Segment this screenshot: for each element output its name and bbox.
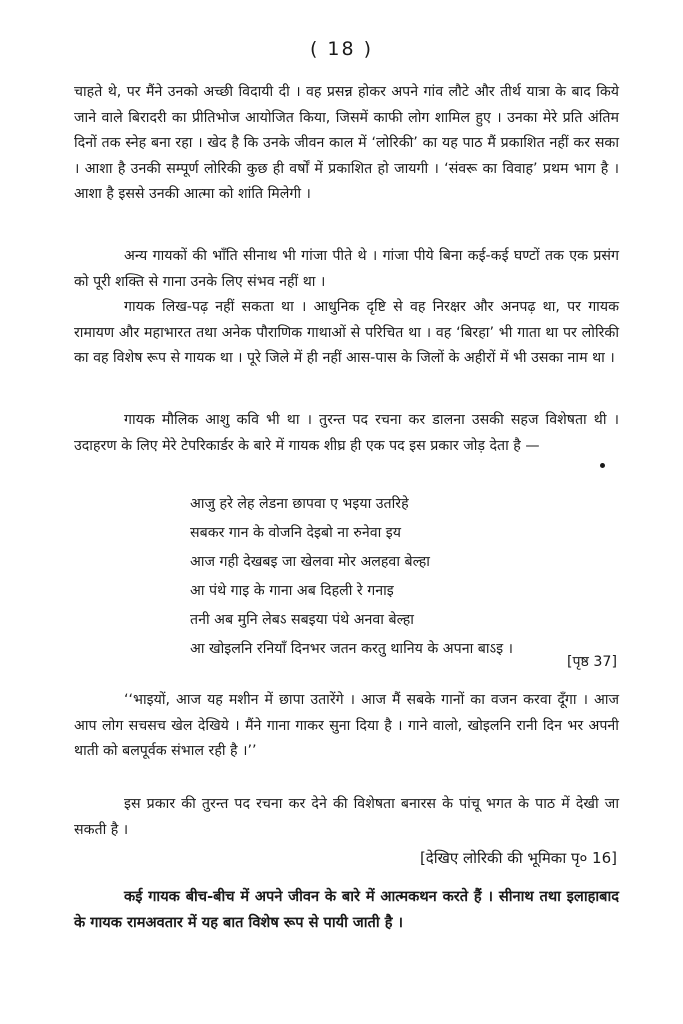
paragraph-text: गायक लिख-पढ़ नहीं सकता था । आधुनिक दृष्टि से वह निरक्षर और अनपढ़ था, पर गायक रामायण और महाभारत तथा अनेक पौराणिक गाथाओं से परिचित था । वह ‘बिरहा’ भी गाता था पर लोरिकी का वह विशेष रूप से गायक था । पूरे जिले में ही नहीं आस-पास के जिलों के अहीरों में भी उसका नाम था । bbox=[74, 299, 619, 367]
stray-dot bbox=[600, 463, 605, 468]
translation-text: ‘‘भाइयों, आज यह मशीन में छापा उतारेंगे । आज मैं सबके गानों का वजन करवा दूँगा । आज आप लोग सचसच खेल देखिये । मैंने गाना गाकर सुना दिया है । गाने वालो, खोइलनि रानी दिन भर अपनी थाती को बलपूर्वक संभाल रही है ।’’ bbox=[74, 692, 619, 760]
verse-line: सबकर गान के वोजनि देइबो ना रुनेवा इय bbox=[190, 525, 401, 541]
verse-line: आजु हरे लेह लेडना छापवा ए भइया उतरिहे bbox=[190, 496, 409, 512]
paragraph-text: गायक मौलिक आशु कवि भी था । तुरन्त पद रचना कर डालना उसकी सहज विशेषता थी । उदाहरण के लिए मेरे टेपरिकार्डर के बारे में गायक शीघ्र ही एक पद इस प्रकार जोड़ देता है — bbox=[74, 412, 619, 454]
paragraph-ganja bbox=[74, 244, 619, 295]
verse-line: तनी अब मुनि लेबऽ सबइया पंथे अनवा बेल्हा bbox=[190, 612, 414, 628]
verse-line: आ खोइलनि रनियाँ दिनभर जतन करतु थानिय के अपना बाऽइ । bbox=[190, 641, 514, 657]
translation-paragraph bbox=[74, 688, 619, 765]
closing-note bbox=[74, 792, 619, 843]
final-paragraph-text: कई गायक बीच-बीच में अपने जीवन के बारे में आत्मकथन करते हैं । सीनाथ तथा इलाहाबाद के गायक रामअवतार में यह बात विशेष रूप से पायी जाती है । bbox=[74, 888, 619, 931]
paragraph-illiterate-singer bbox=[74, 295, 619, 372]
paragraph-improviser bbox=[74, 408, 619, 459]
paragraph-text: चाहते थे, पर मैंने उनको अच्छी विदायी दी । वह प्रसन्न होकर अपने गांव लौटे और तीर्थ यात्रा के बाद किये जाने वाले बिरादरी का प्रीतिभोज आयोजित किया, जिसमें काफी लोग शामिल हुए । उनका मेरे प्रति अंतिम दिनों तक स्नेह बना रहा । खेद है कि उनके जीवन काल में ‘लोरिकी’ का यह पाठ मैं प्रकाशित नहीं कर सका । आशा है उनकी सम्पूर्ण लोरिकी कुछ ही वर्षों में प्रकाशित हो जायगी । ‘संवरू का विवाह’ प्रथम भाग है । आशा है इससे उनकी आत्मा को शांति मिलेगी । bbox=[74, 84, 619, 203]
verse-reference: [पृष्ठ 37] bbox=[566, 654, 617, 670]
paragraph-gratitude bbox=[74, 80, 619, 208]
verse-block bbox=[190, 490, 620, 664]
closing-note-text: इस प्रकार की तुरन्त पद रचना कर देने की विशेषता बनारस के पांचू भगत के पाठ में देखी जा सकती है । bbox=[74, 796, 619, 838]
verse-line: आज गही देखबइ जा खेलवा मोर अलहवा बेल्हा bbox=[190, 554, 430, 570]
final-paragraph bbox=[74, 884, 619, 935]
verse-line: आ पंथे गाइ के गाना अब दिहली रे गनाइ bbox=[190, 583, 394, 599]
closing-reference: [देखिए लोरिकी की भूमिका पृ० 16] bbox=[419, 849, 617, 867]
paragraph-text: अन्य गायकों की भाँति सीनाथ भी गांजा पीते थे । गांजा पीये बिना कई-कई घण्टों तक एक प्रसंग को पूरी शक्ति से गाना उनके लिए संभव नहीं था । bbox=[74, 248, 619, 290]
page-number: ( 18 ) bbox=[309, 38, 374, 60]
